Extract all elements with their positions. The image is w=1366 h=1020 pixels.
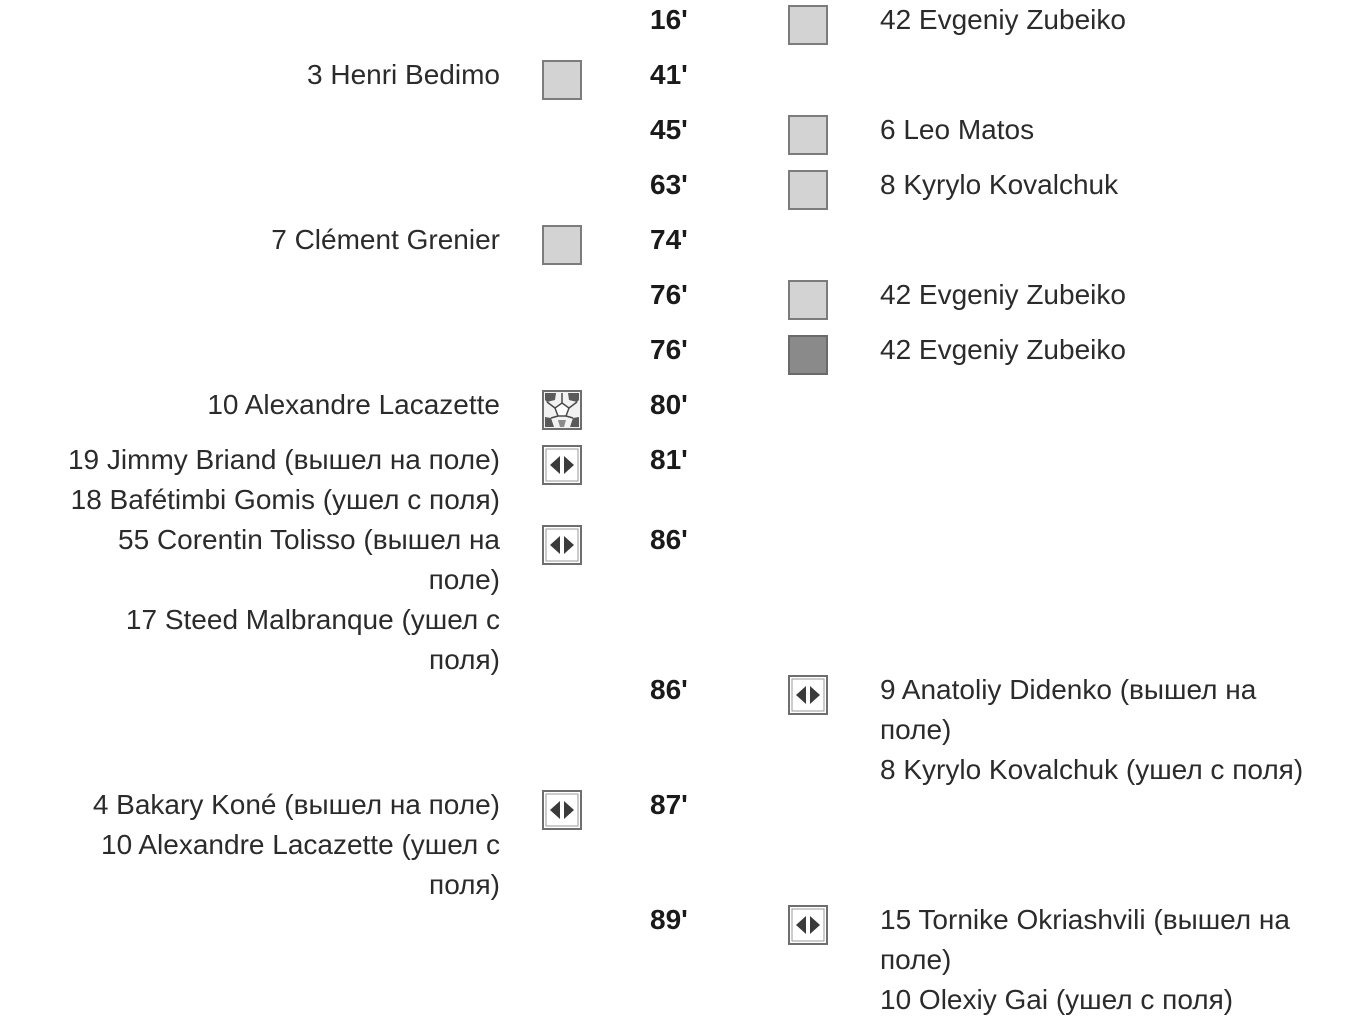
- away-player-text: [880, 900, 1366, 1020]
- home-player-text: [0, 440, 500, 520]
- home-player-text: [0, 385, 500, 425]
- event-minute: 74': [650, 224, 688, 255]
- player-line: 42 Evgeniy Zubeiko: [880, 279, 1126, 310]
- player-line: 8 Kyrylo Kovalchuk: [880, 169, 1119, 200]
- substitution-icon: [542, 525, 582, 565]
- home-event-icon-slot: [542, 445, 582, 485]
- event-minute: 81': [650, 444, 688, 475]
- player-line: 8 Kyrylo Kovalchuk (ушел с поля): [880, 754, 1304, 785]
- event-minute: 45': [650, 114, 688, 145]
- event-minute: 89': [650, 904, 688, 935]
- card-icon: [788, 335, 828, 375]
- home-event-icon-slot: [542, 790, 582, 830]
- card-icon: [788, 280, 828, 320]
- player-line: поля): [429, 869, 500, 900]
- card-icon: [542, 225, 582, 265]
- home-event-icon-slot: [542, 60, 582, 100]
- player-line: 9 Anatoliy Didenko (вышел на: [880, 674, 1257, 705]
- away-player-text: [880, 110, 1366, 150]
- card-icon: [788, 170, 828, 210]
- player-line: поле): [880, 944, 952, 975]
- substitution-icon: [788, 905, 828, 945]
- goal-ball-icon: [542, 390, 582, 430]
- away-player-text: [880, 670, 1366, 790]
- event-minute: 80': [650, 389, 688, 420]
- home-player-text: [0, 55, 500, 95]
- away-event-icon-slot: [788, 335, 828, 375]
- player-line: 4 Bakary Koné (вышел на поле): [92, 789, 500, 820]
- away-event-icon-slot: [788, 5, 828, 45]
- home-event-icon-slot: [542, 390, 582, 430]
- player-line: 42 Evgeniy Zubeiko: [880, 4, 1126, 35]
- home-player-text: [0, 785, 500, 905]
- card-icon: [542, 60, 582, 100]
- away-player-text: [880, 330, 1366, 370]
- substitution-icon: [788, 675, 828, 715]
- away-player-text: [880, 275, 1366, 315]
- player-line: 55 Corentin Tolisso (вышел на: [118, 524, 500, 555]
- card-icon: [788, 115, 828, 155]
- player-line: поле): [428, 564, 500, 595]
- away-event-icon-slot: [788, 905, 828, 945]
- player-line: поле): [880, 714, 952, 745]
- player-line: 10 Alexandre Lacazette: [207, 389, 500, 420]
- player-line: 10 Olexiy Gai (ушел с поля): [880, 984, 1234, 1015]
- player-line: поля): [429, 644, 500, 675]
- home-event-icon-slot: [542, 225, 582, 265]
- home-player-text: [0, 220, 500, 260]
- player-line: 17 Steed Malbranque (ушел с: [125, 604, 500, 635]
- event-minute: 76': [650, 279, 688, 310]
- event-minute: 76': [650, 334, 688, 365]
- player-line: 15 Tornike Okriashvili (вышел на: [880, 904, 1290, 935]
- home-player-text: [0, 520, 500, 680]
- player-line: 10 Alexandre Lacazette (ушел с: [101, 829, 500, 860]
- away-event-icon-slot: [788, 170, 828, 210]
- event-minute: 87': [650, 789, 688, 820]
- event-minute: 16': [650, 4, 688, 35]
- player-line: 42 Evgeniy Zubeiko: [880, 334, 1126, 365]
- player-line: 18 Bafétimbi Gomis (ушел с поля): [70, 484, 500, 515]
- player-line: 7 Clément Grenier: [271, 224, 500, 255]
- event-minute: 41': [650, 59, 688, 90]
- home-event-icon-slot: [542, 525, 582, 565]
- event-minute: 86': [650, 524, 688, 555]
- player-line: 6 Leo Matos: [880, 114, 1035, 145]
- card-icon: [788, 5, 828, 45]
- event-minute: 63': [650, 169, 688, 200]
- away-player-text: [880, 165, 1366, 205]
- substitution-icon: [542, 790, 582, 830]
- away-event-icon-slot: [788, 115, 828, 155]
- event-minute: 86': [650, 674, 688, 705]
- away-event-icon-slot: [788, 675, 828, 715]
- player-line: 19 Jimmy Briand (вышел на поле): [67, 444, 500, 475]
- away-player-text: [880, 0, 1366, 40]
- player-line: 3 Henri Bedimo: [307, 59, 500, 90]
- away-event-icon-slot: [788, 280, 828, 320]
- substitution-icon: [542, 445, 582, 485]
